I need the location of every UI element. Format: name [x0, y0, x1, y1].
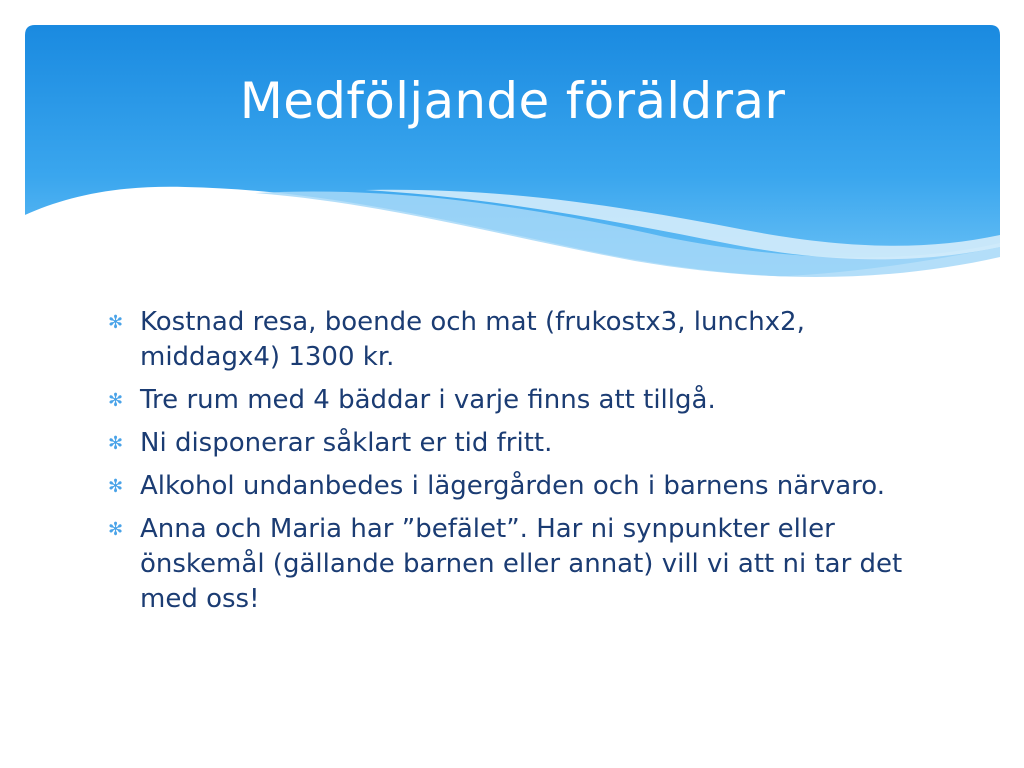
- asterisk-bullet-icon: ✻: [108, 312, 124, 333]
- list-item: [108, 383, 928, 418]
- asterisk-bullet-icon: ✻: [108, 476, 124, 497]
- slide-title: Medföljande föräldrar: [239, 72, 786, 130]
- list-item: [108, 426, 928, 461]
- asterisk-bullet-icon: ✻: [108, 390, 124, 411]
- list-item: [108, 305, 928, 375]
- bullet-text: Ni disponerar såklart er tid fritt.: [140, 428, 553, 458]
- bullet-text: Tre rum med 4 bäddar i varje finns att tillgå.: [140, 385, 716, 415]
- bullet-text: Anna och Maria har ”befälet”. Har ni synpunkter eller önskemål (gällande barnen eller annat) vill vi att ni tar det med oss!: [140, 514, 903, 614]
- list-item: [108, 512, 928, 617]
- wave-banner-graphic: [25, 25, 1000, 295]
- asterisk-bullet-icon: ✻: [108, 519, 124, 540]
- bullet-list: [108, 305, 928, 625]
- bullet-text: Alkohol undanbedes i lägergården och i barnens närvaro.: [140, 471, 886, 501]
- asterisk-bullet-icon: ✻: [108, 433, 124, 454]
- bullet-text: Kostnad resa, boende och mat (frukostx3, lunchx2, middagx4) 1300 kr.: [140, 307, 805, 372]
- title-banner: [25, 25, 1000, 295]
- list-item: [108, 469, 928, 504]
